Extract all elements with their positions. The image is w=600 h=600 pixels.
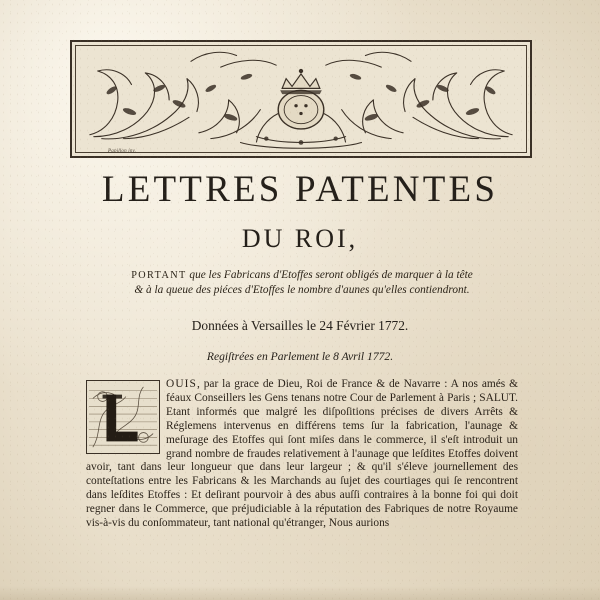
portant-lead: PORTANT: [131, 270, 187, 281]
page-title: LETTRES PATENTES: [101, 169, 499, 210]
body-text-block: [86, 378, 518, 594]
portant-line1: que les Fabricans d'Etoffes seront obligés de marquer à la tête: [189, 269, 473, 281]
royal-arms-icon: [256, 69, 345, 143]
headpiece-engraving-icon: [72, 42, 530, 156]
drop-cap-initial: [86, 380, 160, 454]
portant-statement: [86, 268, 518, 298]
page-subtitle: DU ROI,: [241, 224, 359, 253]
body-paragraph-text: , par la grace de Dieu, Roi de France & de Navarre : A nos amés & féaux Conseillers les Gens tenans notre Cour de Parlement à Paris ; SALUT. Etant informés que malgré les diſpoſitions précises de divers Arrêts & Réglemens intervenus en différens tems ſur la fabrication, l'aunage & meſurage des Etoffes qui ſont miſes dans le commerce, il s'eſt introduit un grand nombre de fraudes relativement à l'aunage que leſdites Etoffes doivent avoir, tant dans leur longueur que dans leur largeur ; & qu'il s'éleve journellement des conteſtations entre les Fabricans & les Marchands au ſujet des courtiages qui ſe rencontrent dans leſdites Etoffes : Et deſirant pourvoir à des abus auſſi contraires à la bonne foi qui doit regner dans le Commerce, que préjudiciable à la réputation des Fabriques de notre Royaume vis-à-vis du conſommateur, tant national qu'étranger, Nous aurions: [86, 378, 518, 530]
drop-cap-engraving-icon: [87, 381, 159, 453]
registration-line: Regiſtrées en Parlement le 8 Avril 1772.: [206, 350, 394, 363]
portant-line2: & à la queue des piéces d'Etoffes le nombre d'aunes qu'elles contiendront.: [134, 284, 470, 296]
engraver-credit: Papillon inv.: [108, 149, 137, 154]
headpiece-ornament: [70, 40, 532, 158]
given-at-line: Données à Versailles le 24 Février 1772.: [191, 318, 409, 333]
headpiece-frame: [70, 40, 532, 158]
body-opening-caps: OUIS: [166, 378, 197, 390]
